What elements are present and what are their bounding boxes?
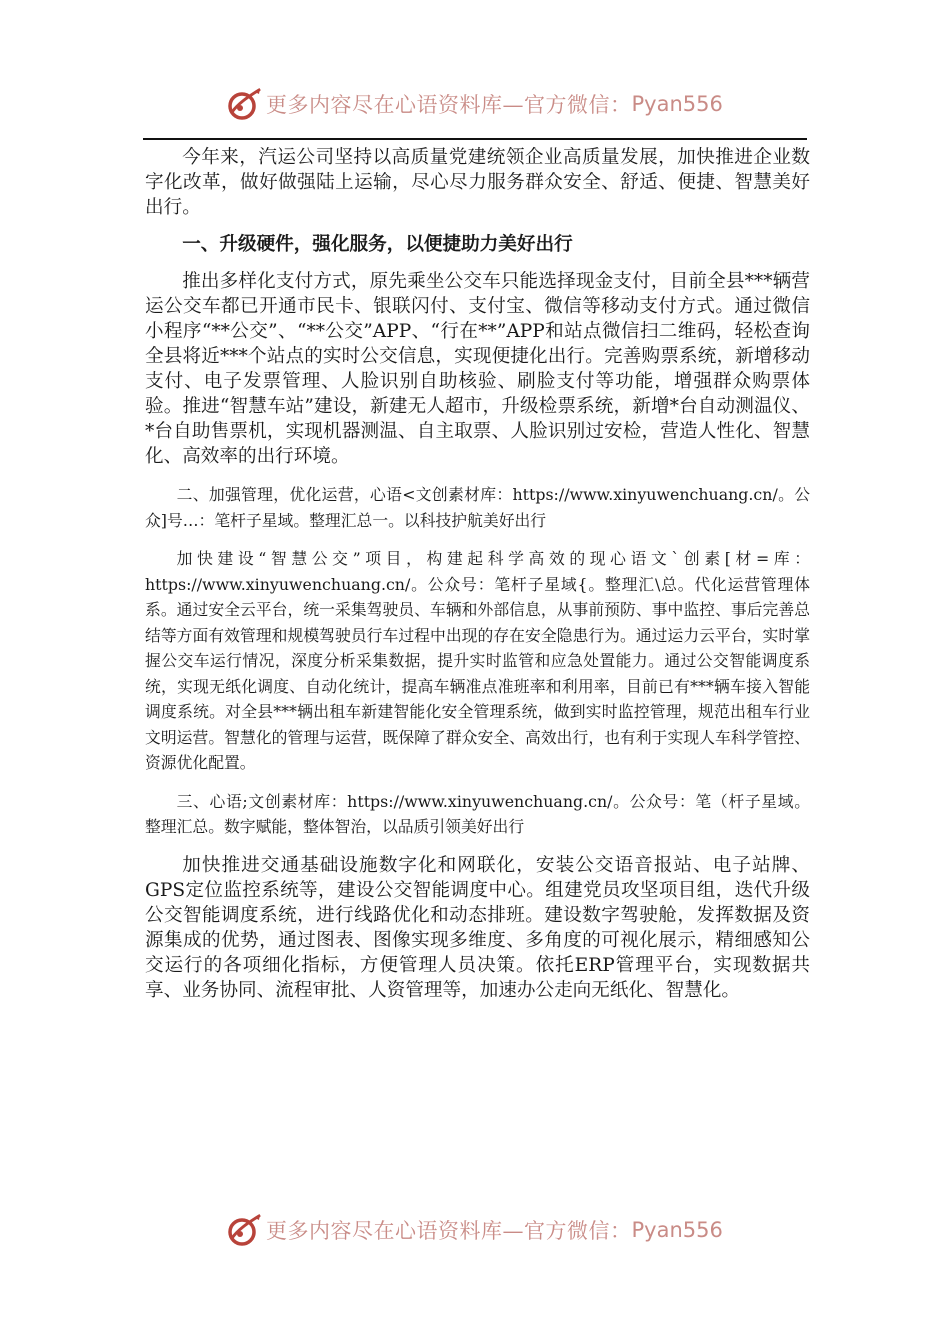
- pen-in-circle-logo-icon: [226, 86, 262, 122]
- section-3-paragraph: 加快推进交通基础设施数字化和网联化，安装公交语音报站、电子站牌、GPS定位监控系统等，建设公交智能调度中心。组建党员攻坚项目组，迭代升级公交智能调度系统，进行线路优化和动态排班。建设数字驾驶舱，发挥数据及资源集成的优势，通过图表、图像实现多维度、多角度的可视化展示，精细感知公交运行的各项细化指标，方便管理人员决策。依托ERP管理平台，实现数据共享、业务协同、流程审批、人资管理等，加速办公走向无纸化、智慧化。: [145, 854, 810, 1001]
- footer-banner-text: 更多内容尽在心语资料库—官方微信：: [266, 1219, 632, 1243]
- section-heading-2: 二、加强管理，优化运营，心语<文创素材库：https://www.xinyuwenchuang.cn/。公众]号…：笔杆子星域。整理汇总一。以科技护航美好出行: [145, 485, 810, 530]
- banner-wechat-id: Pyan556: [631, 92, 723, 116]
- section-2-paragraph: 加快建设“智慧公交”项目，构建起科学高效的现心语文`创素[材=库：https://www.xinyuwenchuang.cn/。公众号：笔杆子星域{。整理汇\总。代化运营管理体系。通过安全云平台，统一采集驾驶员、车辆和外部信息，从事前预防、事中监控、事后完善总结等方面有效管理和规模驾驶员行车过程中出现的存在安全隐患行为。通过运力云平台，实时掌握公交车运行情况，深度分析采集数据，提升实时监管和应急处置能力。通过公交智能调度系统，实现无纸化调度、自动化统计，提高车辆准点准班率和利用率，目前已有***辆车接入智能调度系统。对全县***辆出租车新建智能化安全管理系统，做到实时监控管理，规范出租车行业文明运营。智慧化的管理与运营，既保障了群众安全、高效出行，也有利于实现人车科学管控、资源优化配置。: [145, 549, 810, 772]
- section-heading-1: 一、升级硬件，强化服务，以便捷助力美好出行: [182, 234, 573, 255]
- header-divider: [143, 138, 807, 140]
- section-heading-3: 三、心语;文创素材库：https://www.xinyuwenchuang.cn/。公众号：笔（杆子星域。整理汇总。数字赋能，整体智治，以品质引领美好出行: [145, 791, 810, 836]
- header-banner: [0, 84, 950, 124]
- banner-text: 更多内容尽在心语资料库—官方微信：: [266, 93, 632, 117]
- section-1-paragraph: 推出多样化支付方式，原先乘坐公交车只能选择现金支付，目前全县***辆营运公交车都已开通市民卡、银联闪付、支付宝、微信等移动支付方式。通过微信小程序“**公交”、“**公交”APP、“行在**”APP和站点微信扫二维码，轻松查询全县将近***个站点的实时公交信息，实现便捷化出行。完善购票系统，新增移动支付、电子发票管理、人脸识别自助核验、刷脸支付等功能，增强群众购票体验。推进“智慧车站”建设，新建无人超市，升级检票系统，新增*台自动测温仪、*台自助售票机，实现机器测温、自主取票、人脸识别过安检，营造人性化、智慧化、高效率的出行环境。: [145, 271, 810, 467]
- intro-paragraph: 今年来，汽运公司坚持以高质量党建统领企业高质量发展，加快推进企业数字化改革，做好做强陆上运输，尽心尽力服务群众安全、舒适、便捷、智慧美好出行。: [145, 147, 810, 218]
- document-body: [145, 145, 810, 1003]
- footer-banner-wechat-id: Pyan556: [631, 1218, 723, 1242]
- footer-banner: [0, 1210, 950, 1250]
- pen-in-circle-logo-icon: [226, 1212, 262, 1248]
